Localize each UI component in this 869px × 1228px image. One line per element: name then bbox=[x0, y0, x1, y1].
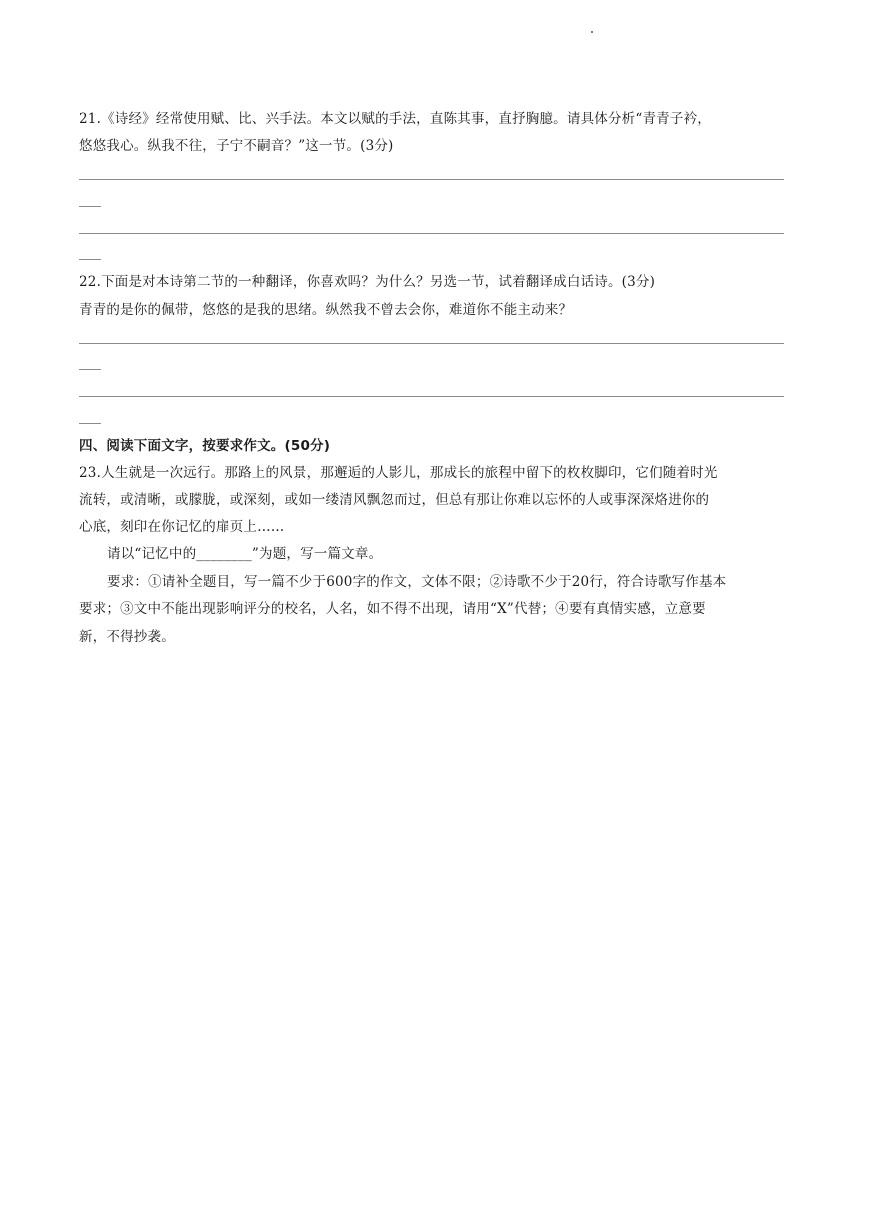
requirements-line-1: 要求：①请补全题目，写一篇不少于600字的作文，文体不限；②诗歌不少于20行，符合诗歌写作基本 bbox=[107, 574, 727, 590]
answer-line-4[interactable] bbox=[79, 396, 784, 397]
answer-line-4-stub bbox=[79, 423, 101, 424]
essay-prompt: 请以“记忆中的________”为题，写一篇文章。 bbox=[107, 546, 383, 562]
answer-line-2-stub bbox=[79, 259, 101, 260]
answer-line-2[interactable] bbox=[79, 233, 784, 234]
q23-text-line-1: 23.人生就是一次远行。那路上的风景，那邂逅的人影儿，那成长的旅程中留下的枚枚脚印，它们随着时光 bbox=[79, 465, 718, 481]
answer-line-1-stub bbox=[79, 206, 101, 207]
q23-text-line-2: 流转，或清晰，或朦胧，或深刻，或如一缕清风飘忽而过，但总有那让你难以忘怀的人或事深深烙进你的 bbox=[79, 492, 710, 508]
q21-text-line-1: 21.《诗经》经常使用赋、比、兴手法。本文以赋的手法，直陈其事，直抒胸臆。请具体分析“青青子衿， bbox=[79, 111, 711, 127]
requirements-line-2: 要求；③文中不能出现影响评分的校名，人名，如不得不出现，请用“X”代替；④要有真情实感，立意要 bbox=[79, 601, 706, 617]
section-heading: 四、阅读下面文字，按要求作文。(50分) bbox=[79, 438, 331, 454]
requirements-line-3: 新，不得抄袭。 bbox=[79, 629, 175, 645]
answer-line-1[interactable] bbox=[79, 179, 784, 180]
q22-text-line-1: 22.下面是对本诗第二节的一种翻译，你喜欢吗？为什么？另选一节，试着翻译成白话诗。(3分) bbox=[79, 274, 656, 290]
q21-text-line-2: 悠悠我心。纵我不往，子宁不嗣音？”这一节。(3分) bbox=[79, 138, 394, 154]
q23-text-line-3: 心底，刻印在你记忆的扉页上…… bbox=[79, 519, 285, 535]
q22-translation: 青青的是你的佩带，悠悠的是我的思绪。纵然我不曾去会你，难道你不能主动来？ bbox=[79, 302, 573, 318]
page-mark bbox=[591, 31, 593, 33]
answer-line-3-stub bbox=[79, 369, 101, 370]
answer-line-3[interactable] bbox=[79, 343, 784, 344]
